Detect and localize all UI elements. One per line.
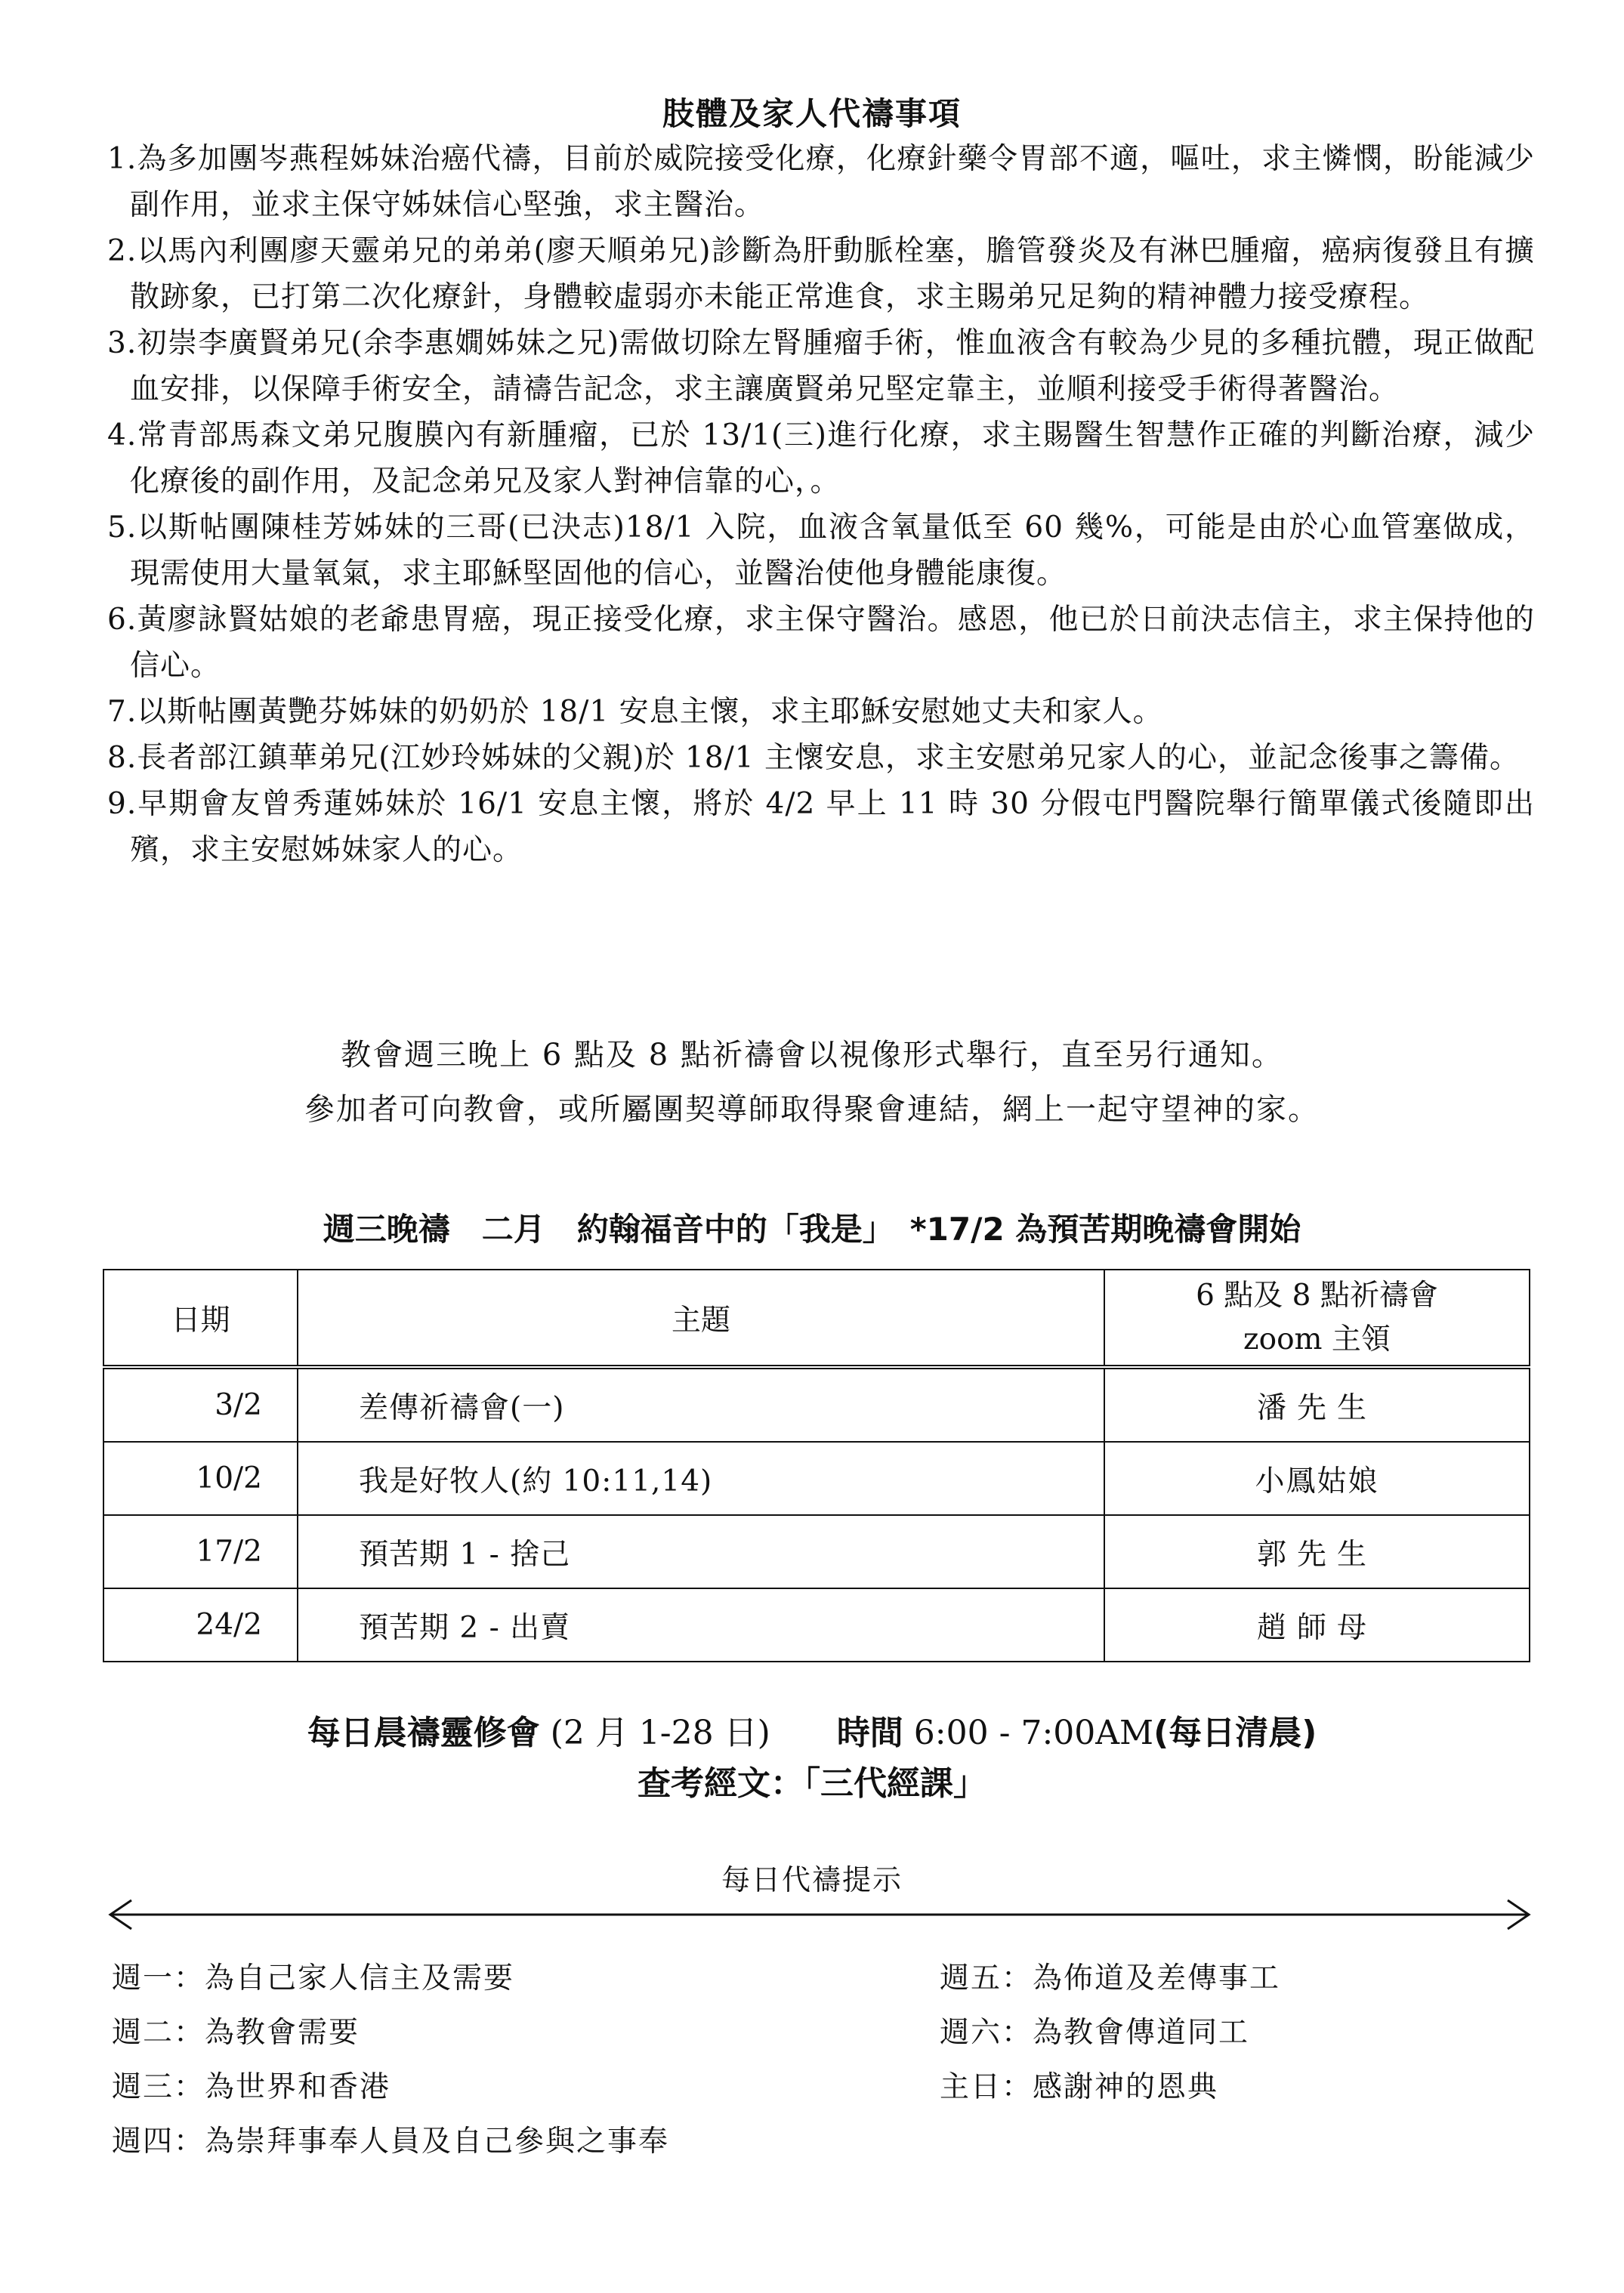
row-topic: 我是好牧人(約 10:11,14) [298,1442,1104,1515]
row-leader: 郭先生 [1104,1515,1530,1588]
daily-prompt-saturday: 週六：為教會傳道同工 [940,2016,1250,2050]
row-topic: 差傳祈禱會(一) [298,1367,1104,1442]
prayer-item: 5.以斯帖團陳桂芳姊妹的三哥(已決志)18/1 入院，血液含氧量低至 60 幾%，可能是由於心血管塞做成，現需使用大量氧氣，求主耶穌堅固他的信心，並醫治使他身體能康復。 [107,511,1535,591]
prayer-item: 2.以馬內利團廖天靈弟兄的弟弟(廖天順弟兄)診斷為肝動脈栓塞，膽管發炎及有淋巴腫瘤，癌病復發且有擴散跡象，已打第二次化療針，身體較虛弱亦未能正常進食，求主賜弟兄足夠的精神體力接受療程。 [107,234,1535,314]
daily-prompt-thursday: 週四：為崇拜事奉人員及自己參與之事奉 [112,2125,670,2159]
column-header-date: 日期 [103,1270,298,1367]
prayer-item: 1.為多加團岑燕程姊妹治癌代禱，目前於威院接受化療，化療針藥令胃部不適，嘔吐，求主憐憫，盼能減少副作用，並求主保守姊妹信心堅強，求主醫治。 [107,142,1535,222]
prayer-item: 8.長者部江鎮華弟兄(江妙玲姊妹的父親)於 18/1 主懷安息，求主安慰弟兄家人的心，並記念後事之籌備。 [107,741,1521,775]
prayer-item: 6.黃廖詠賢姑娘的老爺患胃癌，現正接受化療，求主保守醫治。感恩，他已於日前決志信主，求主保持他的信心。 [107,603,1535,683]
row-date: 17/2 [103,1515,298,1588]
daily-prompt-wednesday: 週三：為世界和香港 [112,2070,391,2104]
row-leader: 潘先生 [1104,1367,1530,1442]
daily-prayer-title: 每日代禱提示 [721,1863,903,1896]
leader-header-line2: zoom 主領 [1243,1322,1391,1356]
wednesday-schedule-table [103,1269,1530,1662]
daily-prompt-tuesday: 週二：為教會需要 [112,2016,360,2050]
prayer-item: 4.常青部馬森文弟兄腹膜內有新腫瘤，已於 13/1(三)進行化療，求主賜醫生智慧作正確的判斷治療，減少化療後的副作用，及記念弟兄及家人對神信靠的心，。 [107,418,1535,498]
table-row [103,1442,1530,1515]
daily-prompt-friday: 週五：為佈道及差傳事工 [940,1961,1281,1995]
table-row [103,1588,1530,1662]
table-header-row [103,1270,1530,1367]
row-topic: 預苦期 2 - 出賣 [298,1588,1104,1662]
column-header-leader [1104,1270,1530,1367]
prayer-item: 3.初崇李廣賢弟兄(余李惠嫺姊妹之兄)需做切除左腎腫瘤手術，惟血液含有較為少見的多種抗體，現正做配血安排，以保障手術安全，請禱告記念，求主讓廣賢弟兄堅定靠主，並順利接受手術得著醫治。 [107,326,1535,406]
double-arrow-divider [106,1896,1533,1933]
row-date: 10/2 [103,1442,298,1515]
wednesday-prayer-heading: 週三晚禱 二月 約翰福音中的「我是」 *17/2 為預苦期晚禱會開始 [323,1211,1301,1248]
column-header-topic: 主題 [298,1270,1104,1367]
row-leader: 趙師母 [1104,1588,1530,1662]
row-date: 3/2 [103,1367,298,1442]
prayer-request-list [107,136,1535,873]
morning-prayer-line [0,1705,1624,1754]
row-leader: 小鳳姑娘 [1104,1442,1530,1515]
prayer-meeting-link-notice: 參加者可向教會，或所屬團契導師取得聚會連結，網上一起守望神的家。 [304,1092,1320,1127]
prayer-section-title: 肢體及家人代禱事項 [662,95,962,132]
row-topic: 預苦期 1 - 捨己 [298,1515,1104,1588]
daily-prompt-monday: 週一：為自己家人信主及需要 [112,1961,515,1995]
morning-time-note: (每日清晨) [1153,1714,1317,1752]
table-row [103,1515,1530,1588]
morning-prayer-label: 每日晨禱靈修會 [307,1714,540,1752]
morning-prayer-dates: (2 月 1-28 日) [539,1714,837,1752]
scripture-reference: 查考經文：「三代經課」 [638,1764,986,1803]
prayer-meeting-notice: 教會週三晚上 6 點及 8 點祈禱會以視像形式舉行，直至另行通知。 [341,1038,1283,1072]
prayer-item: 9.早期會友曾秀蓮姊妹於 16/1 安息主懷，將於 4/2 早上 11 時 30 分假屯門醫院舉行簡單儀式後隨即出殯，求主安慰姊妹家人的心。 [107,787,1535,867]
morning-time-label: 時間 [836,1714,903,1752]
row-date: 24/2 [103,1588,298,1662]
leader-header-line1: 6 點及 8 點祈禱會 [1196,1278,1438,1313]
daily-prompt-sunday: 主日：感謝神的恩典 [940,2070,1219,2104]
morning-time-value: 6:00 - 7:00AM [903,1714,1154,1752]
prayer-item: 7.以斯帖團黃艷芬姊妹的奶奶於 18/1 安息主懷，求主耶穌安慰她丈夫和家人。 [107,695,1163,729]
table-row [103,1367,1530,1442]
